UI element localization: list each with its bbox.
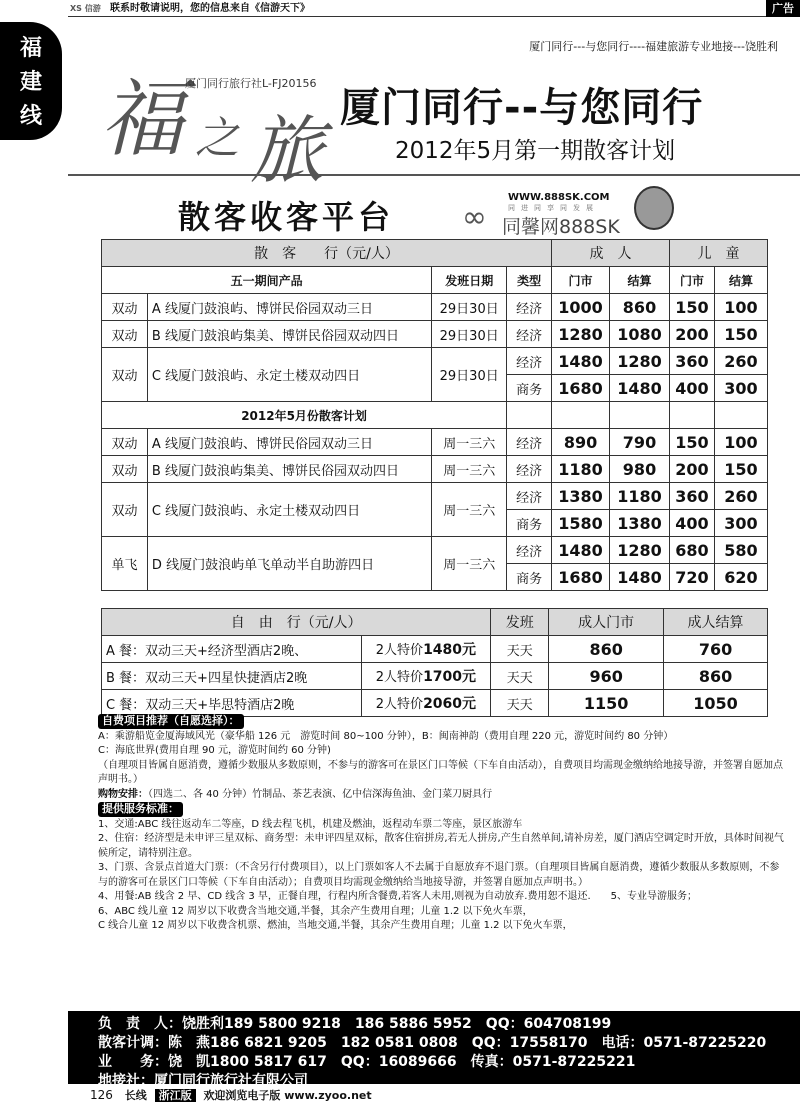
price: 1380 (610, 510, 670, 537)
route: C 线厦门鼓浪屿、永定土楼双动四日 (147, 483, 431, 537)
price: 300 (714, 375, 767, 402)
table-row (102, 663, 768, 690)
type: 商务 (507, 375, 552, 402)
service-heading: 提供服务标准： (98, 802, 183, 817)
contact-note: 联系时敬请说明，您的信息来自《信游天下》 (110, 3, 310, 14)
mode: 单飞 (102, 537, 148, 591)
price: 1680 (552, 564, 610, 591)
price-amount: 1480元 (423, 642, 477, 658)
table-row (102, 429, 768, 456)
date: 29日30日 (432, 321, 507, 348)
note-line: C：海底世界(费用自理 90 元，游览时间约 60 分钟) (98, 745, 331, 756)
note-line: 1、交通:ABC 线往返动车二等座，D 线去程飞机，机建及燃油，返程动车票二等座，景区旅游车 (98, 818, 523, 830)
type: 经济 (507, 429, 552, 456)
mode: 双动 (102, 429, 148, 456)
price-amount: 2060元 (423, 696, 477, 712)
type: 经济 (507, 456, 552, 483)
mode: 双动 (102, 348, 148, 402)
price: 860 (664, 663, 768, 690)
mascot-icon (634, 186, 674, 230)
route: B 线厦门鼓浪屿集美、博饼民俗园双动四日 (147, 321, 431, 348)
type: 经济 (507, 483, 552, 510)
package: B 餐：双动三天+四星快捷酒店2晚 (102, 663, 362, 690)
price: 1050 (664, 690, 768, 717)
price: 260 (714, 348, 767, 375)
price: 100 (714, 429, 767, 456)
contact-line: 业 务：饶 凯1800 5817 617 QQ：16089666 传真：0571-87225221 (98, 1054, 636, 1070)
special-price (361, 636, 491, 663)
depart: 天天 (491, 663, 549, 690)
price: 1180 (610, 483, 670, 510)
header-free: 自 由 行（元/人） (102, 609, 491, 636)
table-row (102, 456, 768, 483)
col-type: 类型 (507, 267, 552, 294)
price: 1480 (552, 537, 610, 564)
site-tagline: 同进同享同发展 (508, 204, 599, 212)
date: 29日30日 (432, 294, 507, 321)
group-tour-table (101, 239, 768, 591)
price: 860 (610, 294, 670, 321)
note-line: 4、用餐:AB 线含 2 早、CD 线含 3 早，正餐自理，行程内所含餐费,若客人未用,则视为自动放弃.费用恕不退还. 5、专业导游服务； (98, 891, 697, 902)
shopping-heading: 购物安排： (98, 788, 148, 800)
special-price (361, 663, 491, 690)
date: 周一三六 (432, 429, 507, 456)
price-label: 2人特价 (375, 643, 424, 658)
price: 150 (669, 294, 714, 321)
route: C 线厦门鼓浪屿、永定土楼双动四日 (147, 348, 431, 402)
note-line: A：乘游船览金厦海域风光（豪华船 126 元 游览时间 80~100 分钟），B：闽南神韵（费用自理 220 元，游览时间约 80 分钟） (98, 730, 674, 742)
note-line: （自理项目皆属自愿消费，遵循少数服从多数原则，不参与的游客可在景区门口等候（下车自由活动），自费项目均需现金缴纳给地接导游，并签署自愿加点声明书。） (98, 759, 783, 785)
note-line: C 线合儿童 12 周岁以下收费含机票、燃油，当地交通,半餐，其余产生费用自理；儿童 1.2 以下免火车票， (98, 920, 573, 931)
date: 29日30日 (432, 348, 507, 402)
region-label: 福建线 (19, 36, 42, 129)
table-row (102, 636, 768, 663)
price: 150 (669, 429, 714, 456)
price: 1280 (610, 537, 670, 564)
plan-title: 2012年5月第一期散客计划 (395, 138, 676, 164)
top-bar (68, 0, 800, 17)
col-settle-child: 结算 (714, 267, 767, 294)
header-adult: 成 人 (552, 240, 670, 267)
ad-badge: 广告 (766, 0, 800, 17)
table-row (102, 483, 768, 510)
col-door-child: 门市 (669, 267, 714, 294)
contact-line: 散客计调：陈 燕186 6821 9205 182 0581 0808 QQ：17558170 电话：0571-87225220 (98, 1035, 767, 1051)
price: 890 (552, 429, 610, 456)
mode: 双动 (102, 456, 148, 483)
calligraphy-logo (100, 52, 330, 194)
depart: 天天 (491, 636, 549, 663)
price: 1080 (610, 321, 670, 348)
table-row (102, 537, 768, 564)
mode: 双动 (102, 483, 148, 537)
contact-line: 负 责 人：饶胜利189 5800 9218 186 5886 5952 QQ：604708199 (98, 1016, 612, 1032)
site-logo (462, 192, 677, 236)
price: 760 (664, 636, 768, 663)
edition-badge: 浙江版 (155, 1089, 196, 1102)
price: 1150 (549, 690, 664, 717)
price: 860 (549, 636, 664, 663)
table-row (102, 321, 768, 348)
header-settle: 成人结算 (664, 609, 768, 636)
mode: 双动 (102, 294, 148, 321)
price: 360 (669, 483, 714, 510)
price: 720 (669, 564, 714, 591)
footer (90, 1087, 372, 1104)
price: 200 (669, 456, 714, 483)
price: 200 (669, 321, 714, 348)
contact-line: 地接社：厦门同行旅行社有限公司 (98, 1073, 308, 1089)
price-label: 2人特价 (375, 697, 424, 712)
header-child: 儿 童 (669, 240, 767, 267)
type: 经济 (507, 321, 552, 348)
route: A 线厦门鼓浪屿、博饼民俗园双动三日 (147, 429, 431, 456)
page-number: 126 (90, 1088, 113, 1102)
table-row (102, 690, 768, 717)
date: 周一三六 (432, 537, 507, 591)
date: 周一三六 (432, 483, 507, 537)
logo-char-3: 旅 (250, 108, 324, 194)
depart: 天天 (491, 690, 549, 717)
site-url: WWW.888SK.COM (508, 192, 610, 203)
price-amount: 1700元 (423, 669, 477, 685)
optional-items-heading: 自费项目推荐（自愿选择）： (98, 714, 244, 729)
table-row (102, 348, 768, 375)
website-link[interactable]: 欢迎浏览电子版 www.zyoo.net (203, 1089, 372, 1102)
price: 260 (714, 483, 767, 510)
header-travel: 散 客 行（元/人） (102, 240, 552, 267)
site-name: 同馨网888SK (502, 216, 620, 238)
price: 150 (714, 321, 767, 348)
price-label: 2人特价 (375, 670, 424, 685)
price: 1280 (610, 348, 670, 375)
price: 1680 (552, 375, 610, 402)
price: 980 (610, 456, 670, 483)
price: 300 (714, 510, 767, 537)
price: 1180 (552, 456, 610, 483)
table-row (102, 294, 768, 321)
shopping-text: （四选二、各 40 分钟）竹制品、茶艺表演、亿中信深海鱼油、金门菜刀厨具行 (148, 788, 493, 800)
logo-8-icon: ∞ (462, 200, 487, 235)
col-settle: 结算 (610, 267, 670, 294)
mode: 双动 (102, 321, 148, 348)
header-door: 成人门市 (549, 609, 664, 636)
date: 周一三六 (432, 456, 507, 483)
platform-title: 散客收客平台 (178, 198, 395, 236)
headline: 厦门同行--与您同行 (340, 85, 704, 131)
free-travel-table (101, 608, 768, 717)
section-may-plan: 2012年5月份散客计划 (102, 402, 507, 429)
price: 1380 (552, 483, 610, 510)
price: 580 (714, 537, 767, 564)
price: 400 (669, 375, 714, 402)
header-depart: 发班 (491, 609, 549, 636)
divider (68, 174, 800, 176)
special-price (361, 690, 491, 717)
price: 1480 (552, 348, 610, 375)
type: 商务 (507, 564, 552, 591)
price: 400 (669, 510, 714, 537)
price: 1480 (610, 375, 670, 402)
col-door: 门市 (552, 267, 610, 294)
section-name: 长线 (124, 1089, 147, 1102)
route: A 线厦门鼓浪屿、博饼民俗园双动三日 (147, 294, 431, 321)
logo-char-2: 之 (195, 113, 239, 164)
contact-box (68, 1011, 800, 1089)
logo-char-1: 福 (100, 70, 185, 168)
route: B 线厦门鼓浪屿集美、博饼民俗园双动四日 (147, 456, 431, 483)
price: 680 (669, 537, 714, 564)
agency-license: 厦门同行旅行社L-FJ20156 (185, 77, 317, 90)
route: D 线厦门鼓浪屿单飞单动半自助游四日 (147, 537, 431, 591)
type: 经济 (507, 537, 552, 564)
header-subtitle: 厦门同行---与您同行----福建旅游专业地接---饶胜利 (529, 40, 778, 53)
price: 150 (714, 456, 767, 483)
package: A 餐：双动三天+经济型酒店2晚、 (102, 636, 362, 663)
price: 1480 (610, 564, 670, 591)
price: 960 (549, 663, 664, 690)
package: C 餐：双动三天+毕思特酒店2晚 (102, 690, 362, 717)
price: 790 (610, 429, 670, 456)
col-date: 发班日期 (432, 267, 507, 294)
note-line: 3、门票、含景点首道大门票：（不含另行付费项目），以上门票如客人不去属于自愿放弃不退门票。（自理项目皆属自愿消费，遵循少数服从多数原则，不参与的游客可在景区门口等候（下车自由活动）；自费项目均需现金缴纳给当地接导游，并签署自愿加点声明书。） (98, 862, 780, 888)
price: 1280 (552, 321, 610, 348)
type: 商务 (507, 510, 552, 537)
note-line: 6、ABC 线儿童 12 周岁以下收费含当地交通,半餐，其余产生费用自理；儿童 1.2 以下免火车票， (98, 905, 533, 917)
region-tab (0, 22, 62, 140)
price: 1580 (552, 510, 610, 537)
section-may-day: 五一期间产品 (102, 267, 432, 294)
type: 经济 (507, 348, 552, 375)
notes-section (98, 714, 788, 934)
price: 1000 (552, 294, 610, 321)
brand-logo: XS 信游 (70, 4, 101, 13)
price: 620 (714, 564, 767, 591)
price: 100 (714, 294, 767, 321)
price: 360 (669, 348, 714, 375)
note-line: 2、住宿：经济型是未申评三星双标、商务型：未申评四星双标，散客住宿拼房,若无人拼房,产生自然单间,请补房差，厦门酒店空调定时开放，具体时间视气候所定，请特别注意。 (98, 833, 784, 859)
type: 经济 (507, 294, 552, 321)
